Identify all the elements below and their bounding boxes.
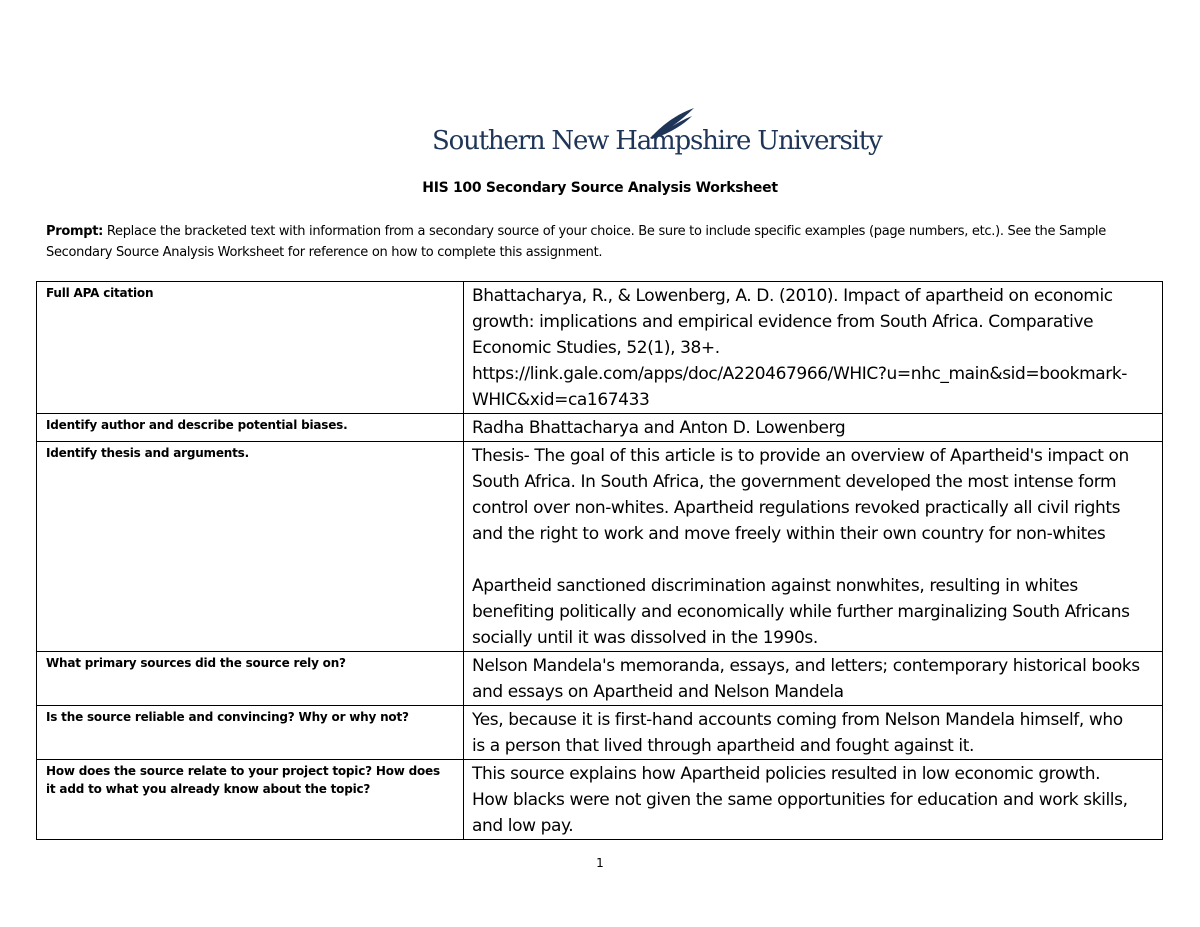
question-cell: Identify author and describe potential biases.	[37, 414, 464, 442]
prompt-text: Replace the bracketed text with information from a secondary source of your choice. Be sure to include specific examples (page numbers, etc.). See the Sample Secondary Source Analysis Worksheet for reference on how to complete this assignment.	[46, 224, 1106, 260]
answer-cell	[464, 652, 1163, 706]
answer-line: Apartheid sanctioned discrimination against nonwhites, resulting in whites	[472, 576, 1078, 596]
question-cell: Is the source reliable and convincing? Why or why not?	[37, 706, 464, 760]
answer-line: Radha Bhattacharya and Anton D. Lowenberg	[472, 418, 846, 438]
table-row	[37, 652, 1163, 706]
table-row	[37, 760, 1163, 840]
question-cell: Full APA citation	[37, 282, 464, 414]
answer-line: and essays on Apartheid and Nelson Mandela	[472, 682, 844, 702]
answer-line: control over non-whites. Apartheid regulations revoked practically all civil rights	[472, 498, 1121, 518]
answer-line: WHIC&xid=ca167433	[472, 390, 650, 410]
answer-line: Yes, because it is first-hand accounts coming from Nelson Mandela himself, who	[472, 710, 1123, 730]
table-row	[37, 442, 1163, 652]
answer-cell	[464, 282, 1163, 414]
question-cell: How does the source relate to your project topic? How does it add to what you already know about the topic?	[37, 760, 464, 840]
answer-line: Thesis- The goal of this article is to provide an overview of Apartheid's impact on	[472, 446, 1129, 466]
answer-line: Economic Studies, 52(1), 38+.	[472, 338, 720, 358]
answer-cell	[464, 760, 1163, 840]
answer-cell	[464, 442, 1163, 652]
answer-line: How blacks were not given the same opportunities for education and work skills,	[472, 790, 1128, 810]
answer-line: This source explains how Apartheid policies resulted in low economic growth.	[472, 764, 1101, 784]
analysis-table	[36, 281, 1163, 840]
answer-line: South Africa. In South Africa, the government developed the most intense form	[472, 472, 1117, 492]
answer-line: growth: implications and empirical evidence from South Africa. Comparative	[472, 312, 1094, 332]
answer-line: and the right to work and move freely within their own country for non-whites	[472, 524, 1106, 544]
table-row	[37, 706, 1163, 760]
answer-line: and low pay.	[472, 816, 574, 836]
university-name: Southern New Hampshire University	[432, 126, 882, 156]
answer-line: https://link.gale.com/apps/doc/A220467966/WHIC?u=nhc_main&sid=bookmark-	[472, 364, 1128, 384]
paragraph-gap	[472, 547, 1156, 573]
answer-line: is a person that lived through apartheid and fought against it.	[472, 736, 975, 756]
answer-cell	[464, 706, 1163, 760]
answer-cell	[464, 414, 1163, 442]
answer-line: benefiting politically and economically while further marginalizing South Africans	[472, 602, 1130, 622]
table-row	[37, 414, 1163, 442]
answer-line: socially until it was dissolved in the 1990s.	[472, 628, 818, 648]
university-logo	[430, 106, 882, 162]
question-cell: What primary sources did the source rely on?	[37, 652, 464, 706]
answer-line: Nelson Mandela's memoranda, essays, and letters; contemporary historical books	[472, 656, 1140, 676]
question-cell: Identify thesis and arguments.	[37, 442, 464, 652]
prompt-label: Prompt:	[46, 224, 104, 239]
table-row	[37, 282, 1163, 414]
answer-line: Bhattacharya, R., & Lowenberg, A. D. (2010). Impact of apartheid on economic	[472, 286, 1113, 306]
prompt-paragraph	[46, 221, 1146, 263]
document-title: HIS 100 Secondary Source Analysis Worksheet	[422, 180, 778, 196]
page-number: 1	[596, 856, 604, 870]
